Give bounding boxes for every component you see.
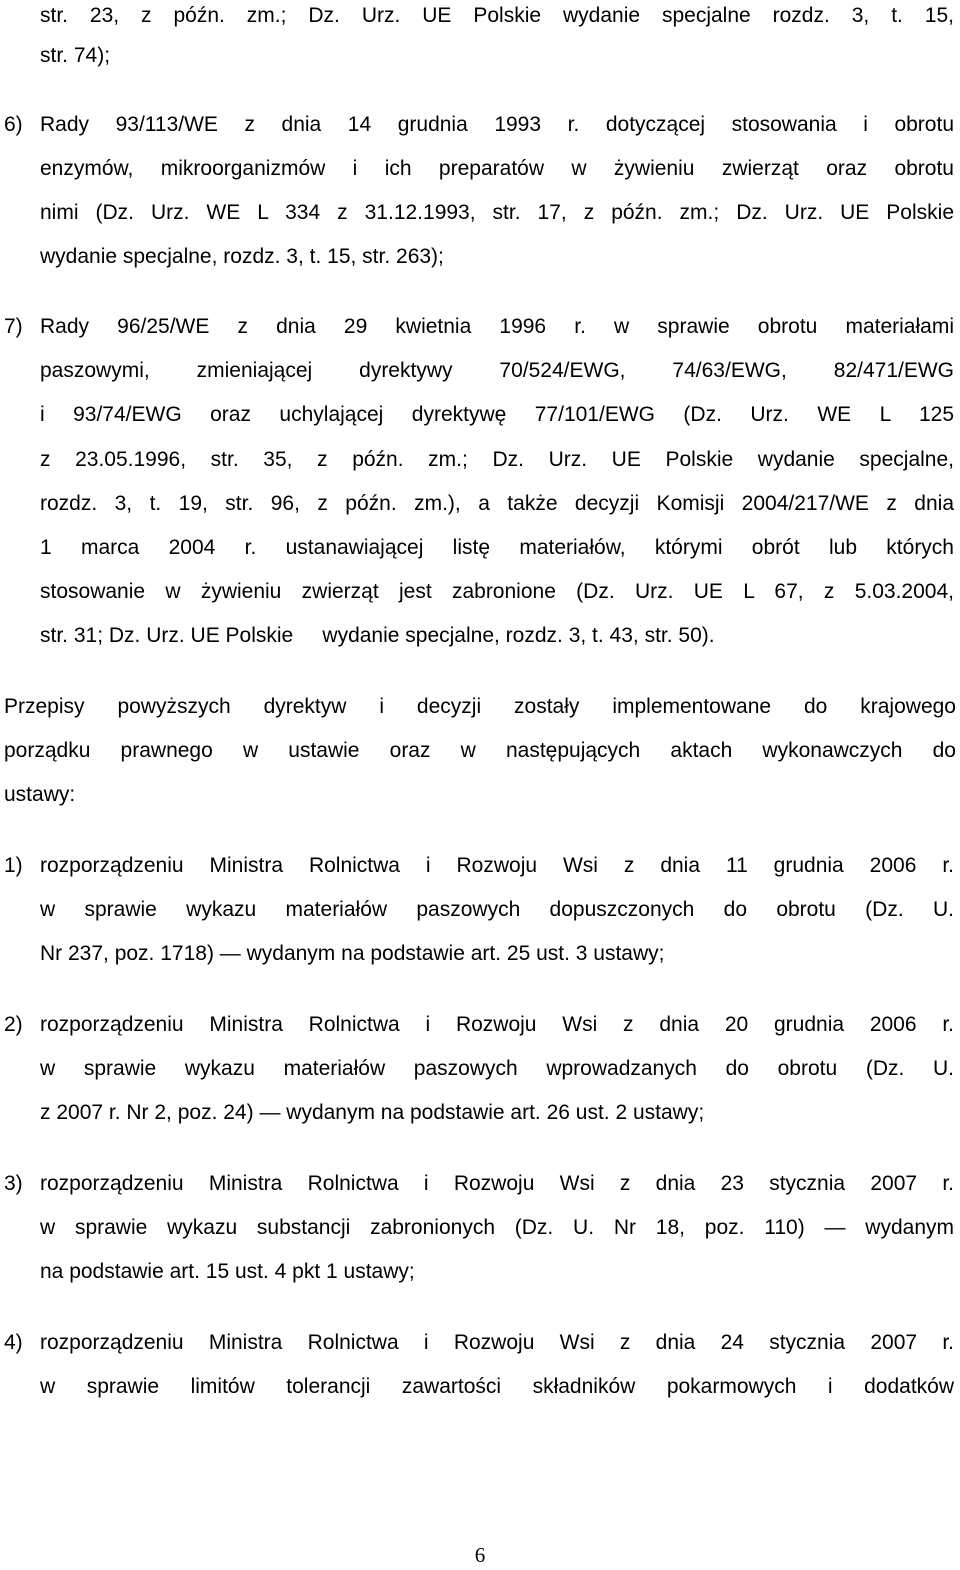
text-line: Rady 96/25/WE z dnia 29 kwietnia 1996 r. w sprawie obrotu materiałami [40, 315, 954, 338]
text-line: str. 31; Dz. Urz. UE Polskie wydanie specjalne, rozdz. 3, t. 43, str. 50). [40, 624, 715, 647]
text-line: w sprawie limitów tolerancji zawartości składników pokarmowych i dodatków [40, 1375, 954, 1398]
text-line: rozporządzeniu Ministra Rolnictwa i Rozwoju Wsi z dnia 11 grudnia 2006 r. [40, 854, 954, 877]
list-number: 7) [4, 315, 23, 338]
text-line: enzymów, mikroorganizmów i ich preparatów w żywieniu zwierząt oraz obrotu [40, 157, 954, 180]
text-line: rozporządzeniu Ministra Rolnictwa i Rozwoju Wsi z dnia 23 stycznia 2007 r. [40, 1172, 954, 1195]
text-line: ustawy: [4, 783, 76, 806]
text-line: wydanie specjalne, rozdz. 3, t. 15, str. 263); [40, 245, 444, 268]
text-line: nimi (Dz. Urz. WE L 334 z 31.12.1993, str. 17, z późn. zm.; Dz. Urz. UE Polskie [40, 201, 954, 224]
text-line: Nr 237, poz. 1718) — wydanym na podstawie art. 25 ust. 3 ustawy; [40, 942, 665, 965]
text-line: z 2007 r. Nr 2, poz. 24) — wydanym na podstawie art. 26 ust. 2 ustawy; [40, 1101, 705, 1124]
text-line: rozporządzeniu Ministra Rolnictwa i Rozwoju Wsi z dnia 20 grudnia 2006 r. [40, 1013, 954, 1036]
text-line: na podstawie art. 15 ust. 4 pkt 1 ustawy; [40, 1260, 415, 1283]
text-line: rozporządzeniu Ministra Rolnictwa i Rozwoju Wsi z dnia 24 stycznia 2007 r. [40, 1331, 954, 1354]
text-line: rozdz. 3, t. 19, str. 96, z późn. zm.), a także decyzji Komisji 2004/217/WE z dnia [40, 492, 954, 515]
text-line: w sprawie wykazu materiałów paszowych dopuszczonych do obrotu (Dz. U. [40, 898, 954, 921]
text-line: str. 74); [40, 44, 111, 67]
list-number: 1) [4, 854, 23, 877]
text-line: i 93/74/EWG oraz uchylającej dyrektywę 77/101/EWG (Dz. Urz. WE L 125 [40, 403, 954, 426]
list-number: 3) [4, 1172, 23, 1195]
text-line: Rady 93/113/WE z dnia 14 grudnia 1993 r. dotyczącej stosowania i obrotu [40, 113, 954, 136]
text-line: 1 marca 2004 r. ustanawiającej listę materiałów, którymi obrót lub których [40, 536, 954, 559]
text-line: stosowanie w żywieniu zwierząt jest zabronione (Dz. Urz. UE L 67, z 5.03.2004, [40, 580, 954, 603]
list-number: 4) [4, 1331, 23, 1354]
page-number: 6 [474, 1543, 486, 1567]
text-line: z 23.05.1996, str. 35, z późn. zm.; Dz. Urz. UE Polskie wydanie specjalne, [40, 448, 954, 471]
text-line: str. 23, z późn. zm.; Dz. Urz. UE Polskie wydanie specjalne rozdz. 3, t. 15, [40, 4, 954, 27]
text-line: w sprawie wykazu materiałów paszowych wprowadzanych do obrotu (Dz. U. [40, 1057, 954, 1080]
text-line: porządku prawnego w ustawie oraz w następujących aktach wykonawczych do [4, 739, 956, 762]
list-number: 6) [4, 113, 23, 136]
list-number: 2) [4, 1013, 23, 1036]
text-line: Przepisy powyższych dyrektyw i decyzji zostały implementowane do krajowego [4, 695, 956, 718]
text-line: w sprawie wykazu substancji zabronionych (Dz. U. Nr 18, poz. 110) — wydanym [40, 1216, 954, 1239]
text-line: paszowymi, zmieniającej dyrektywy 70/524/EWG, 74/63/EWG, 82/471/EWG [40, 359, 954, 382]
